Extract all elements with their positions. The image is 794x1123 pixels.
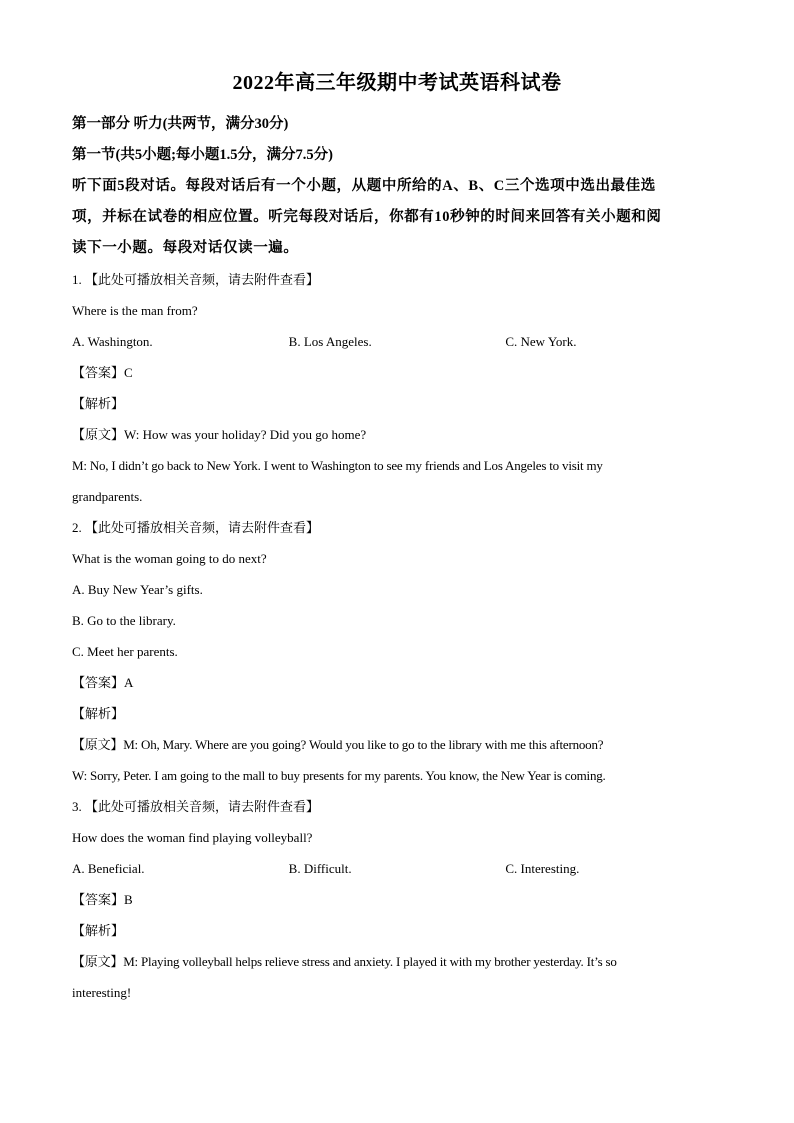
option-a: A. Beneficial. <box>72 861 145 876</box>
question-header[interactable]: 2. 【此处可播放相关音频，请去附件查看】 <box>72 520 320 535</box>
transcript-line: 【原文】M: Oh, Mary. Where are you going? Would you like to go to the library with me this afternoon? <box>72 737 604 752</box>
option-a: A. Buy New Year’s gifts. <box>72 582 203 597</box>
option-b: B. Go to the library. <box>72 613 176 628</box>
transcript-line: 【原文】W: How was your holiday? Did you go home? <box>72 427 367 442</box>
instruction-line: 听下面5段对话。每段对话后有一个小题，从题中所给的A、B、C三个选项中选出最佳选 <box>72 178 656 194</box>
analysis-label: 【解析】 <box>72 706 125 721</box>
option-c: C. Meet her parents. <box>72 644 178 659</box>
question-header[interactable]: 3. 【此处可播放相关音频，请去附件查看】 <box>72 799 320 814</box>
transcript-line: M: No, I didn’t go back to New York. I went to Washington to see my friends and Los Angeles to visit my <box>72 458 603 473</box>
option-b: B. Difficult. <box>288 861 352 876</box>
option-a: A. Washington. <box>72 334 153 349</box>
answer: 【答案】C <box>72 365 133 380</box>
analysis-label: 【解析】 <box>72 923 125 938</box>
options-row <box>72 326 722 357</box>
transcript-line: W: Sorry, Peter. I am going to the mall to buy presents for my parents. You know, the New Year is coming. <box>72 768 606 783</box>
exam-page <box>72 66 722 1008</box>
analysis-label: 【解析】 <box>72 396 125 411</box>
question-stem: Where is the man from? <box>72 303 198 318</box>
option-b: B. Los Angeles. <box>288 334 372 349</box>
transcript-line: interesting! <box>72 985 132 1000</box>
section-heading: 第一节(共5小题;每小题1.5分，满分7.5分) <box>72 147 333 163</box>
part-heading: 第一部分 听力(共两节，满分30分) <box>72 116 289 132</box>
instruction-line: 项，并标在试卷的相应位置。听完每段对话后，你都有10秒钟的时间来回答有关小题和阅 <box>72 209 662 225</box>
answer: 【答案】A <box>72 675 134 690</box>
answer: 【答案】B <box>72 892 133 907</box>
question-2 <box>72 512 722 791</box>
page-title: 2022年高三年级期中考试英语科试卷 <box>232 72 562 94</box>
question-header[interactable]: 1. 【此处可播放相关音频，请去附件查看】 <box>72 272 320 287</box>
instructions <box>72 171 722 264</box>
instruction-line: 读下一小题。每段对话仅读一遍。 <box>72 240 299 256</box>
question-1 <box>72 264 722 512</box>
transcript-line: grandparents. <box>72 489 143 504</box>
option-c: C. Interesting. <box>505 861 580 876</box>
question-stem: How does the woman find playing volleyball? <box>72 830 313 845</box>
options-row <box>72 853 722 884</box>
option-c: C. New York. <box>505 334 577 349</box>
transcript-line: 【原文】M: Playing volleyball helps relieve stress and anxiety. I played it with my brother yesterday. It’s so <box>72 954 617 969</box>
question-stem: What is the woman going to do next? <box>72 551 267 566</box>
question-3 <box>72 791 722 1008</box>
